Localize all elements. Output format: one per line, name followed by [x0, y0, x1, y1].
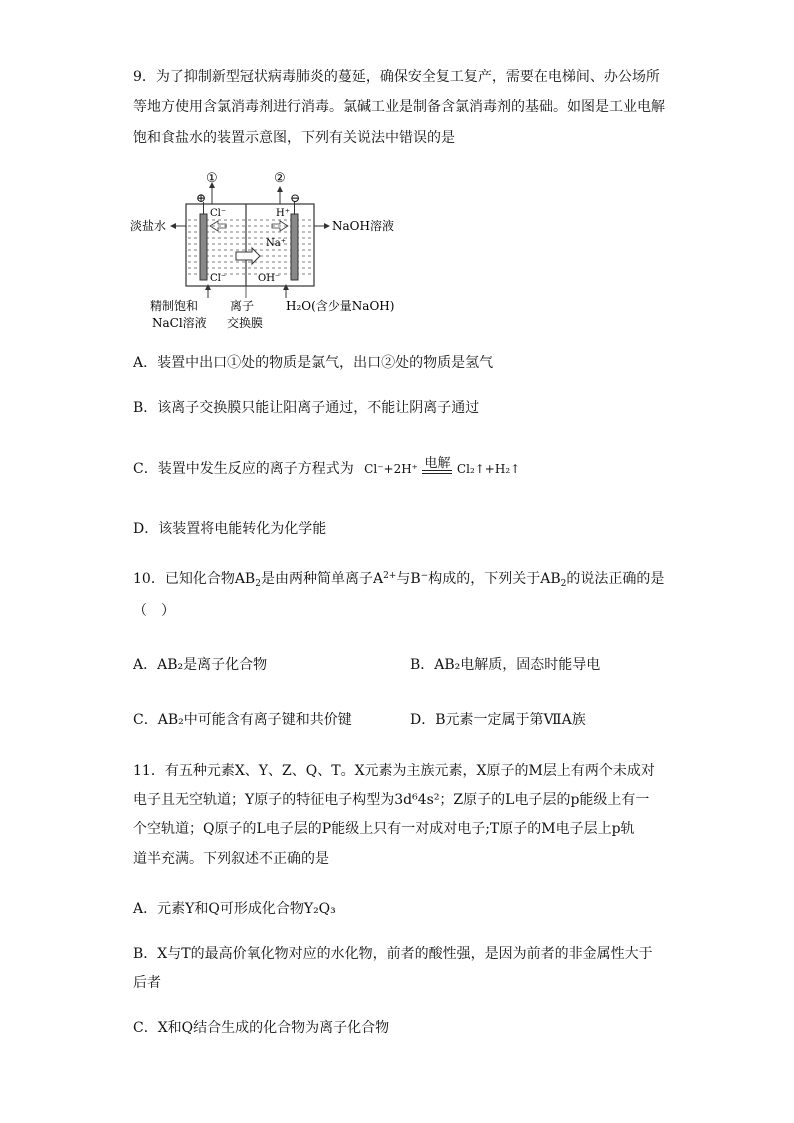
q9-option-b: B．该离子交换膜只能让阳离子通过，不能让阴离子通过 — [133, 400, 480, 416]
q9-option-c — [133, 458, 520, 478]
q11-option-b-line2: 后者 — [133, 975, 161, 991]
q10-option-b: B．AB₂电解质，固态时能导电 — [410, 657, 601, 673]
q11-stem-line4: 道半充满。下列叙述不正确的是 — [133, 851, 329, 867]
q10-option-a: A．AB₂是离子化合物 — [133, 657, 268, 673]
q10-option-d: D．B元素一定属于第ⅦA族 — [410, 712, 586, 728]
q11-option-b-line1: B．X与T的最高价氧化物对应的水化物，前者的酸性强，是因为前者的非金属性大于 — [133, 946, 653, 962]
q9-option-d: D．该装置将电能转化为化学能 — [133, 521, 327, 537]
bottom-left-label-1: 精制饱和 — [150, 299, 199, 313]
q10-option-c: C．AB₂中可能含有离子键和共价键 — [133, 712, 352, 728]
cathode-minus-label: ⊖ — [290, 191, 301, 205]
bottom-mid-label-1: 离子 — [230, 299, 255, 313]
q9-stem-line1: 9．为了抑制新型冠状病毒肺炎的蔓延，确保安全复工复产，需要在电梯间、办公场所 — [133, 69, 660, 85]
q9-option-a: A．装置中出口①处的物质是氯气，出口②处的物质是氢气 — [133, 355, 494, 371]
na-label: Na⁺ — [266, 238, 286, 249]
electrolysis-condition-label: 电解 — [424, 456, 451, 471]
q11-stem-line2: 电子且无空轨道；Y原子的特征电子构型为3d⁶4s²；Z原子的L电子层的p能级上有一 — [133, 792, 650, 808]
cathode — [291, 214, 298, 280]
q9-option-c-eq-right: Cl₂↑+H₂↑ — [456, 462, 521, 476]
q11-option-c: C．X和Q结合生成的化合物为离子化合物 — [133, 1020, 390, 1036]
cl-bottom-label: Cl⁻ — [210, 273, 227, 284]
q11-option-a: A．元素Y和Q可形成化合物Y₂Q₃ — [133, 901, 336, 917]
q10-stem: 10．已知化合物$AB_2$是由两种简单离子$A^{2+}$与B−构成的，下列关于$AB_2$的说法正确的是 — [133, 571, 665, 589]
q10-paren: （ ） — [133, 603, 175, 619]
bottom-mid-label-2: 交换膜 — [227, 316, 264, 330]
q11-stem-line3: 个空轨道；Q原子的L电子层的P能级上只有一对成对电子;T原子的M电子层上p轨 — [133, 821, 635, 837]
oh-bottom-label: OH⁻ — [258, 273, 281, 284]
h-top-label: H⁺ — [276, 208, 290, 219]
bottom-left-label-2: NaCl溶液 — [152, 316, 207, 330]
outlet-1-label: ① — [206, 171, 218, 186]
q9-option-c-prefix: C．装置中发生反应的离子方程式为 — [133, 461, 354, 477]
cl-top-label: Cl⁻ — [210, 208, 227, 219]
anode-plus-label: ⊕ — [196, 191, 207, 205]
q9-option-c-condition — [422, 456, 452, 478]
q9-option-c-eq-left: Cl⁻+2H⁺ — [364, 462, 419, 476]
electrolysis-diagram — [128, 164, 398, 336]
left-outlet-label: 淡盐水 — [130, 219, 167, 233]
bottom-right-label: H₂O(含少量NaOH) — [286, 299, 395, 313]
q9-stem-line2: 等地方使用含氯消毒剂进行消毒。氯碱工业是制备含氯消毒剂的基础。如图是工业电解 — [133, 99, 665, 115]
q11-stem-line1: 11．有五种元素X、Y、Z、Q、T。X元素为主族元素，X原子的M层上有两个未成对 — [133, 763, 655, 779]
q9-stem-line3: 饱和食盐水的装置示意图，下列有关说法中错误的是 — [133, 130, 455, 146]
outlet-2-label: ② — [274, 171, 286, 186]
right-outlet-label: NaOH溶液 — [332, 219, 394, 233]
anode — [200, 214, 207, 280]
